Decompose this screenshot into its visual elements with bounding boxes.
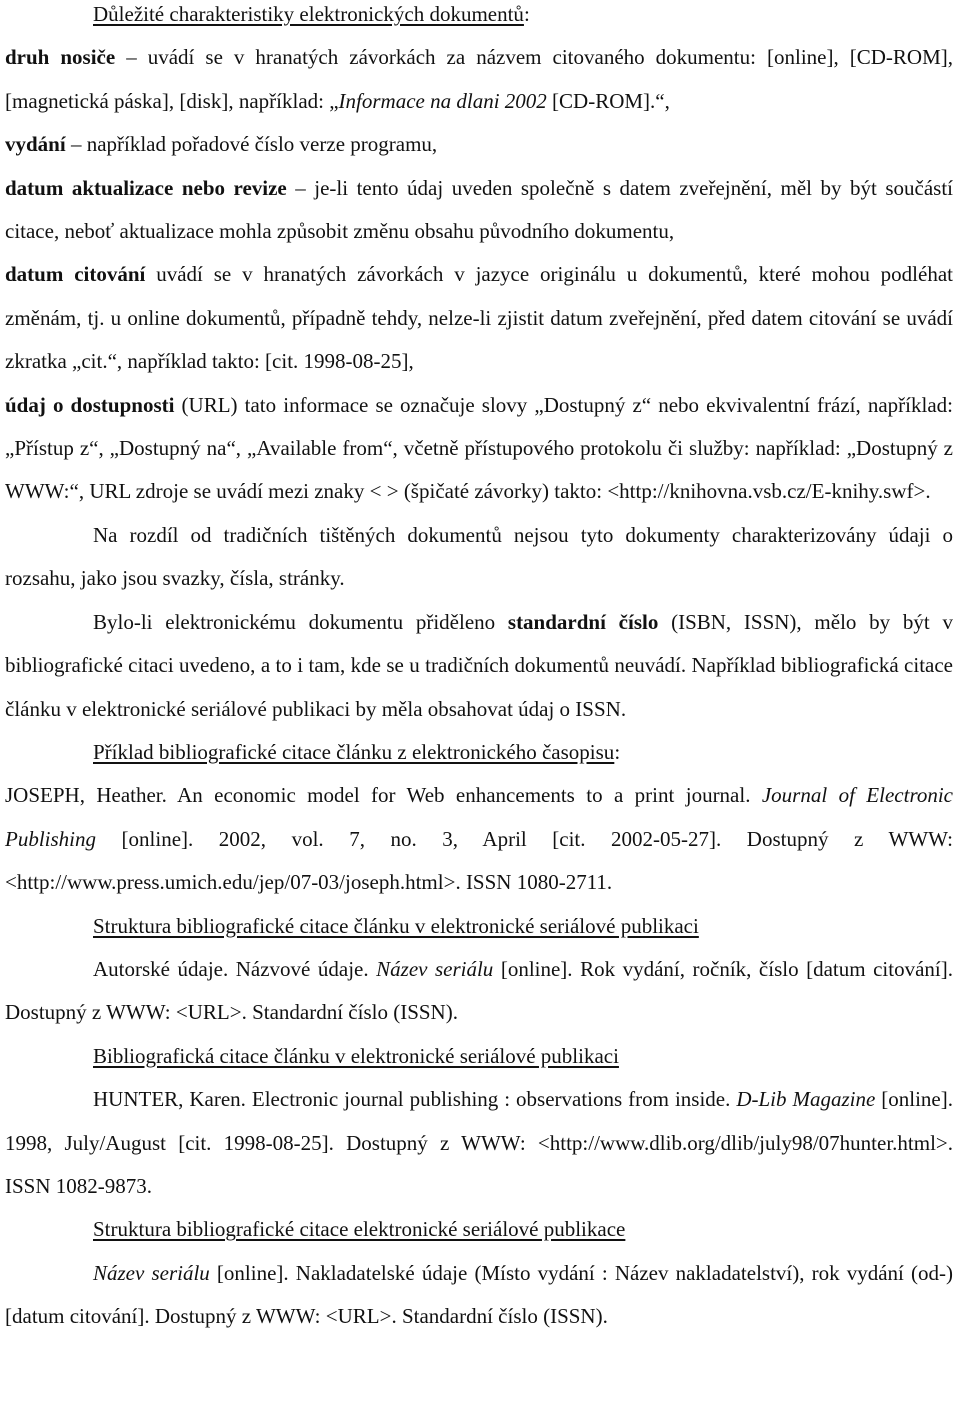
example-joseph: JOSEPH, Heather. An economic model for Web enhancements to a print journal. Journal of Electronic Publishing [online]. 2002, vol. 7, no. 3, April [cit. 2002-05-27]. Dostupný z WWW: <http://www.press.umich.edu/jep/07-03/joseph.html>. ISSN 1080-2711. <box>5 783 953 895</box>
structure-serial-heading: Struktura bibliografické citace elektronické seriálové publikace <box>93 1217 626 1242</box>
extent-paragraph: Na rozdíl od tradičních tištěných dokumentů nejsou tyto dokumenty charakterizovány údaji o rozsahu, jako jsou svazky, čísla, stránky. <box>5 522 953 591</box>
carrier-item: druh nosiče – uvádí se v hranatých závorkách za názvem citovaného dokumentu: [online], [CD-ROM], [magnetická páska], [disk], například: „Informace na dlani 2002 [CD-ROM].“, <box>5 45 953 113</box>
structure-article: Autorské údaje. Názvové údaje. Název seriálu [online]. Rok vydání, ročník, číslo [datum citování]. Dostupný z WWW: <URL>. Standardní číslo (ISSN). <box>5 956 953 1025</box>
example-heading-text: Příklad bibliografické citace článku z elektronického časopisu <box>93 739 615 764</box>
example-heading: Příklad bibliografické citace článku z elektronického časopisu: <box>93 739 621 764</box>
structure-serial-title: Název seriálu <box>93 1260 210 1285</box>
carrier-term: druh nosiče <box>5 45 116 70</box>
example-hunter: HUNTER, Karen. Electronic journal publishing : observations from inside. D-Lib Magazine [online]. 1998, July/August [cit. 1998-08-25]. Dostupný z WWW: <http://www.dlib.org/dlib/july98/07hunter.html>. ISSN 1082-9873. <box>5 1087 953 1198</box>
citation-date-item: datum citování uvádí se v hranatých závorkách v jazyce originálu u dokumentů, které mohou podléhat změnám, tj. u online dokumentů, případně tehdy, nelze-li zjistit datum zveřejnění, před datem citování se uvádí zkratka „cit.“, například takto: [cit. 1998-08-25], <box>5 262 953 374</box>
structure-article-serial-title: Název seriálu <box>376 956 494 981</box>
characteristics-heading-text: Důležité charakteristiky elektronických dokumentů <box>93 2 524 26</box>
availability-item: údaj o dostupnosti (URL) tato informace se označuje slovy „Dostupný z“ nebo ekvivalentní frází, například: „Přístup z“, „Dostupný na“, „Available from“, včetně přístupového protokolu či služby: například: „Dostupný z WWW:“, URL zdroje se uvádí mezi znaky < > (špičaté závorky) takto: <http://knihovna.vsb.cz/E-knihy.swf>. <box>5 392 954 504</box>
citation-date-term: datum citování <box>5 262 146 287</box>
citation-article-heading: Bibliografická citace článku v elektronické seriálové publikaci <box>93 1043 619 1068</box>
structure-serial: Název seriálu [online]. Nakladatelské údaje (Místo vydání : Název nakladatelství), rok vydání (od-)[datum citování]. Dostupný z WWW: <URL>. Standardní číslo (ISSN). <box>5 1260 954 1329</box>
hunter-magazine-title: D-Lib Magazine <box>736 1087 876 1112</box>
update-term: datum aktualizace nebo revize <box>5 175 287 200</box>
edition-item: vydání – například pořadové číslo verze programu, <box>5 132 438 157</box>
standard-number-term: standardní číslo <box>507 609 659 634</box>
carrier-example: Informace na dlani 2002 <box>338 88 547 113</box>
edition-term: vydání <box>5 132 66 157</box>
standard-number-paragraph: Bylo-li elektronickému dokumentu přiděleno standardní číslo (ISBN, ISSN), mělo by být v bibliografické citaci uvedeno, a to i tam, kde se u tradičních dokumentů neuvádí. Například bibliografická citace článku v elektronické seriálové publikaci by měla obsahovat údaj o ISSN. <box>5 609 953 721</box>
update-item: datum aktualizace nebo revize – je-li tento údaj uveden společně s datem zveřejnění, měl by být součástí citace, neboť aktualizace mohla způsobit změnu obsahu původního dokumentu, <box>5 175 953 244</box>
structure-article-heading: Struktura bibliografické citace článku v elektronické seriálové publikaci <box>93 913 699 938</box>
availability-term: údaj o dostupnosti <box>5 392 175 417</box>
characteristics-heading: Důležité charakteristiky elektronických dokumentů: <box>93 2 530 26</box>
joseph-journal-title: Journal of Electronic Publishing <box>5 783 953 851</box>
